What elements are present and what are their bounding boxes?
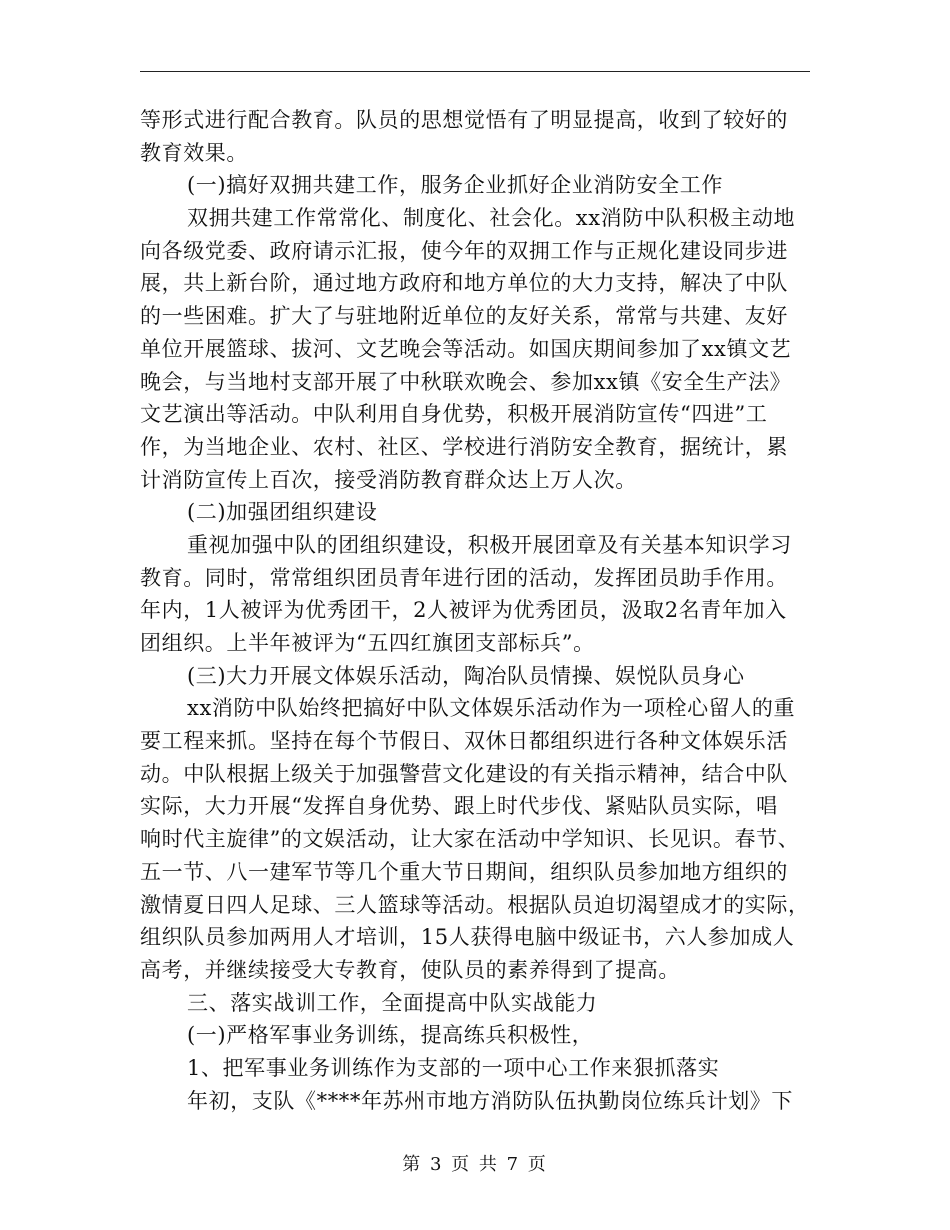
text-line: 三、落实战训工作，全面提高中队实战能力 bbox=[187, 990, 598, 1015]
text-line: 计消防宣传上百次，接受消防教育群众达上万人次。 bbox=[140, 467, 637, 492]
text-line: 重视加强中队的团组织建设，积极开展团章及有关基本知识学习 bbox=[187, 532, 792, 557]
text-line: 组织队员参加两用人才培训，15人获得电脑中级证书，六人参加成人 bbox=[140, 925, 795, 950]
text-line: 展，共上新台阶，通过地方政府和地方单位的大力支持，解决了中队 bbox=[140, 271, 788, 296]
text-line: 响时代主旋律”的文娱活动，让大家在活动中学知识、长见识。春节、 bbox=[140, 827, 800, 852]
text-line: (一)严格军事业务训练，提高练兵积极性， bbox=[187, 1023, 594, 1048]
text-line: 动。中队根据上级关于加强警营文化建设的有关指示精神，结合中队 bbox=[140, 761, 788, 786]
text-line: 等形式进行配合教育。队员的思想觉悟有了明显提高，收到了较好的 bbox=[140, 108, 788, 132]
header-rule bbox=[140, 71, 810, 72]
text-line: 五一节、八一建军节等几个重大节日期间，组织队员参加地方组织的 bbox=[140, 859, 788, 884]
text-line: (一)搞好双拥共建工作，服务企业抓好企业消防安全工作 bbox=[187, 173, 723, 198]
text-line: 教育效果。 bbox=[140, 140, 248, 165]
text-line: 实际，大力开展“发挥自身优势、跟上时代步伐、紧贴队员实际，唱 bbox=[140, 794, 778, 819]
text-line: 文艺演出等活动。中队利用自身优势，积极开展消防宣传“四进”工 bbox=[140, 402, 768, 427]
text-line: 作，为当地企业、农村、社区、学校进行消防安全教育，据统计，累 bbox=[140, 434, 788, 459]
text-line: 年初，支队《****年苏州市地方消防队伍执勤岗位练兵计划》下 bbox=[187, 1088, 793, 1113]
text-line: 晚会，与当地村支部开展了中秋联欢晚会、参加xx镇《安全生产法》 bbox=[140, 369, 792, 394]
document-body bbox=[140, 104, 812, 1117]
text-line: (二)加强团组织建设 bbox=[187, 500, 378, 525]
text-line: 单位开展篮球、拔河、文艺晚会等活动。如国庆期间参加了xx镇文艺 bbox=[140, 336, 792, 361]
page-footer: 第 3 页 共 7 页 bbox=[402, 1154, 548, 1175]
text-line: (三)大力开展文体娱乐活动，陶冶队员情操、娱悦队员身心 bbox=[187, 663, 745, 688]
text-line: 的一些困难。扩大了与驻地附近单位的友好关系，常常与共建、友好 bbox=[140, 304, 788, 329]
text-line: 年内，1人被评为优秀团干，2人被评为优秀团员，汲取2名青年加入 bbox=[140, 598, 787, 623]
text-line: 团组织。上半年被评为“五四红旗团支部标兵”。 bbox=[140, 631, 595, 655]
text-line: 教育。同时，常常组织团员青年进行团的活动，发挥团员助手作用。 bbox=[140, 565, 788, 590]
text-line: 激情夏日四人足球、三人篮球等活动。根据队员迫切渴望成才的实际， bbox=[140, 892, 810, 917]
text-line: xx消防中队始终把搞好中队文体娱乐活动作为一项栓心留人的重 bbox=[187, 696, 796, 721]
text-line: 1、把军事业务训练作为支部的一项中心工作来狠抓落实 bbox=[187, 1055, 720, 1080]
text-line: 高考，并继续接受大专教育，使队员的素养得到了提高。 bbox=[140, 957, 680, 982]
text-line: 向各级党委、政府请示汇报，使今年的双拥工作与正规化建设同步进 bbox=[140, 238, 788, 263]
text-line: 双拥共建工作常常化、制度化、社会化。xx消防中队积极主动地 bbox=[187, 206, 796, 231]
text-line: 要工程来抓。坚持在每个节假日、双休日都组织进行各种文体娱乐活 bbox=[140, 729, 788, 754]
